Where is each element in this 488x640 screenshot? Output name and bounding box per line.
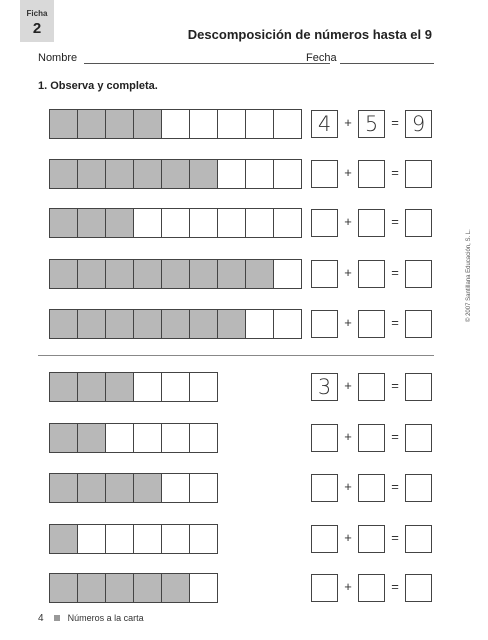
exercise-row xyxy=(0,109,488,139)
shaded-cell xyxy=(106,110,134,138)
shaded-cell xyxy=(218,310,246,338)
shaded-cell xyxy=(50,574,78,602)
plus-sign: + xyxy=(344,165,352,180)
equals-sign: = xyxy=(391,530,399,545)
empty-cell xyxy=(218,160,246,188)
sum-box[interactable] xyxy=(405,373,432,401)
addend-2-box[interactable]: 5 xyxy=(358,110,385,138)
equals-sign: = xyxy=(391,378,399,393)
shaded-cell xyxy=(134,260,162,288)
sum-box[interactable] xyxy=(405,160,432,188)
shaded-cell xyxy=(134,310,162,338)
sum-box[interactable] xyxy=(405,574,432,602)
shaded-cell xyxy=(78,424,106,452)
empty-cell xyxy=(190,110,218,138)
footer-section: Números a la carta xyxy=(67,613,144,623)
empty-cell xyxy=(78,525,106,553)
shaded-cell xyxy=(50,474,78,502)
exercise-row xyxy=(0,473,488,503)
empty-cell xyxy=(190,373,217,401)
shaded-cell xyxy=(162,574,190,602)
counting-strip xyxy=(49,259,302,289)
empty-cell xyxy=(246,110,274,138)
shaded-cell xyxy=(190,160,218,188)
addend-1-box[interactable]: 4 xyxy=(311,110,338,138)
addend-1-box[interactable] xyxy=(311,424,338,452)
ficha-label: Ficha xyxy=(26,9,48,18)
empty-cell xyxy=(246,310,274,338)
empty-cell xyxy=(274,260,301,288)
name-date-row xyxy=(38,52,434,68)
exercise-row xyxy=(0,259,488,289)
empty-cell xyxy=(274,209,301,237)
empty-cell xyxy=(246,160,274,188)
shaded-cell xyxy=(190,260,218,288)
addend-2-box[interactable] xyxy=(358,574,385,602)
square-bullet-icon xyxy=(54,615,60,621)
empty-cell xyxy=(162,373,190,401)
equals-sign: = xyxy=(391,165,399,180)
shaded-cell xyxy=(246,260,274,288)
shaded-cell xyxy=(106,474,134,502)
empty-cell xyxy=(190,574,217,602)
shaded-cell xyxy=(134,574,162,602)
counting-strip xyxy=(49,208,302,238)
addend-2-box[interactable] xyxy=(358,209,385,237)
empty-cell xyxy=(218,110,246,138)
empty-cell xyxy=(190,474,217,502)
shaded-cell xyxy=(78,373,106,401)
exercise-instruction: 1. Observa y completa. xyxy=(38,80,158,92)
plus-sign: + xyxy=(344,479,352,494)
shaded-cell xyxy=(134,160,162,188)
plus-sign: + xyxy=(344,115,352,130)
nombre-line[interactable] xyxy=(84,63,330,64)
addend-1-box[interactable] xyxy=(311,260,338,288)
counting-strip xyxy=(49,524,218,554)
equals-sign: = xyxy=(391,479,399,494)
sum-box[interactable] xyxy=(405,525,432,553)
shaded-cell xyxy=(78,474,106,502)
exercise-row xyxy=(0,524,488,554)
exercise-row xyxy=(0,309,488,339)
addend-1-box[interactable] xyxy=(311,474,338,502)
sum-box[interactable] xyxy=(405,209,432,237)
addend-1-box[interactable]: 3 xyxy=(311,373,338,401)
exercise-row xyxy=(0,159,488,189)
plus-sign: + xyxy=(344,530,352,545)
addend-1-box[interactable] xyxy=(311,160,338,188)
plus-sign: + xyxy=(344,214,352,229)
shaded-cell xyxy=(190,310,218,338)
equals-sign: = xyxy=(391,214,399,229)
empty-cell xyxy=(106,525,134,553)
shaded-cell xyxy=(162,310,190,338)
shaded-cell xyxy=(78,160,106,188)
shaded-cell xyxy=(50,373,78,401)
empty-cell xyxy=(134,525,162,553)
shaded-cell xyxy=(50,160,78,188)
shaded-cell xyxy=(106,373,134,401)
sum-box[interactable] xyxy=(405,310,432,338)
shaded-cell xyxy=(162,160,190,188)
addend-1-box[interactable] xyxy=(311,525,338,553)
empty-cell xyxy=(274,160,301,188)
shaded-cell xyxy=(50,525,78,553)
empty-cell xyxy=(274,310,301,338)
shaded-cell xyxy=(218,260,246,288)
plus-sign: + xyxy=(344,429,352,444)
shaded-cell xyxy=(134,110,162,138)
exercise-row xyxy=(0,573,488,603)
exercise-row xyxy=(0,423,488,453)
shaded-cell xyxy=(50,424,78,452)
shaded-cell xyxy=(78,260,106,288)
empty-cell xyxy=(162,209,190,237)
addend-2-box[interactable] xyxy=(358,160,385,188)
counting-strip xyxy=(49,573,218,603)
plus-sign: + xyxy=(344,315,352,330)
addend-2-box[interactable] xyxy=(358,373,385,401)
shaded-cell xyxy=(134,474,162,502)
counting-strip xyxy=(49,309,302,339)
empty-cell xyxy=(162,424,190,452)
empty-cell xyxy=(218,209,246,237)
empty-cell xyxy=(190,209,218,237)
addend-2-box[interactable] xyxy=(358,525,385,553)
empty-cell xyxy=(162,474,190,502)
shaded-cell xyxy=(106,574,134,602)
empty-cell xyxy=(162,110,190,138)
fecha-label: Fecha xyxy=(306,52,337,64)
counting-strip xyxy=(49,159,302,189)
shaded-cell xyxy=(162,260,190,288)
equals-sign: = xyxy=(391,115,399,130)
counting-strip xyxy=(49,423,218,453)
shaded-cell xyxy=(78,574,106,602)
equals-sign: = xyxy=(391,429,399,444)
ficha-badge xyxy=(20,0,54,42)
shaded-cell xyxy=(50,209,78,237)
shaded-cell xyxy=(106,209,134,237)
shaded-cell xyxy=(106,160,134,188)
plus-sign: + xyxy=(344,265,352,280)
plus-sign: + xyxy=(344,579,352,594)
empty-cell xyxy=(106,424,134,452)
shaded-cell xyxy=(78,209,106,237)
shaded-cell xyxy=(50,260,78,288)
empty-cell xyxy=(134,373,162,401)
nombre-label: Nombre xyxy=(38,52,78,64)
plus-sign: + xyxy=(344,378,352,393)
section-separator xyxy=(38,355,434,356)
page-footer xyxy=(38,613,144,624)
exercise-row xyxy=(0,372,488,402)
shaded-cell xyxy=(78,110,106,138)
addend-1-box[interactable] xyxy=(311,209,338,237)
empty-cell xyxy=(134,424,162,452)
copyright-text: © 2007 Santillana Educación, S. L. xyxy=(466,229,472,322)
addend-2-box[interactable] xyxy=(358,424,385,452)
shaded-cell xyxy=(50,110,78,138)
empty-cell xyxy=(190,424,217,452)
empty-cell xyxy=(134,209,162,237)
shaded-cell xyxy=(106,310,134,338)
empty-cell xyxy=(274,110,301,138)
sum-box[interactable] xyxy=(405,424,432,452)
equals-sign: = xyxy=(391,315,399,330)
addend-2-box[interactable] xyxy=(358,474,385,502)
addend-1-box[interactable] xyxy=(311,310,338,338)
equals-sign: = xyxy=(391,265,399,280)
fecha-line[interactable] xyxy=(340,63,434,64)
counting-strip xyxy=(49,372,218,402)
empty-cell xyxy=(190,525,217,553)
addend-2-box[interactable] xyxy=(358,260,385,288)
equals-sign: = xyxy=(391,579,399,594)
shaded-cell xyxy=(50,310,78,338)
counting-strip xyxy=(49,473,218,503)
page-number: 4 xyxy=(38,613,44,624)
addend-1-box[interactable] xyxy=(311,574,338,602)
sum-box[interactable]: 9 xyxy=(405,110,432,138)
counting-strip xyxy=(49,109,302,139)
sum-box[interactable] xyxy=(405,260,432,288)
page-title: Descomposición de números hasta el 9 xyxy=(187,27,432,42)
shaded-cell xyxy=(78,310,106,338)
addend-2-box[interactable] xyxy=(358,310,385,338)
exercise-row xyxy=(0,208,488,238)
ficha-number: 2 xyxy=(32,20,42,37)
sum-box[interactable] xyxy=(405,474,432,502)
empty-cell xyxy=(162,525,190,553)
empty-cell xyxy=(246,209,274,237)
shaded-cell xyxy=(106,260,134,288)
